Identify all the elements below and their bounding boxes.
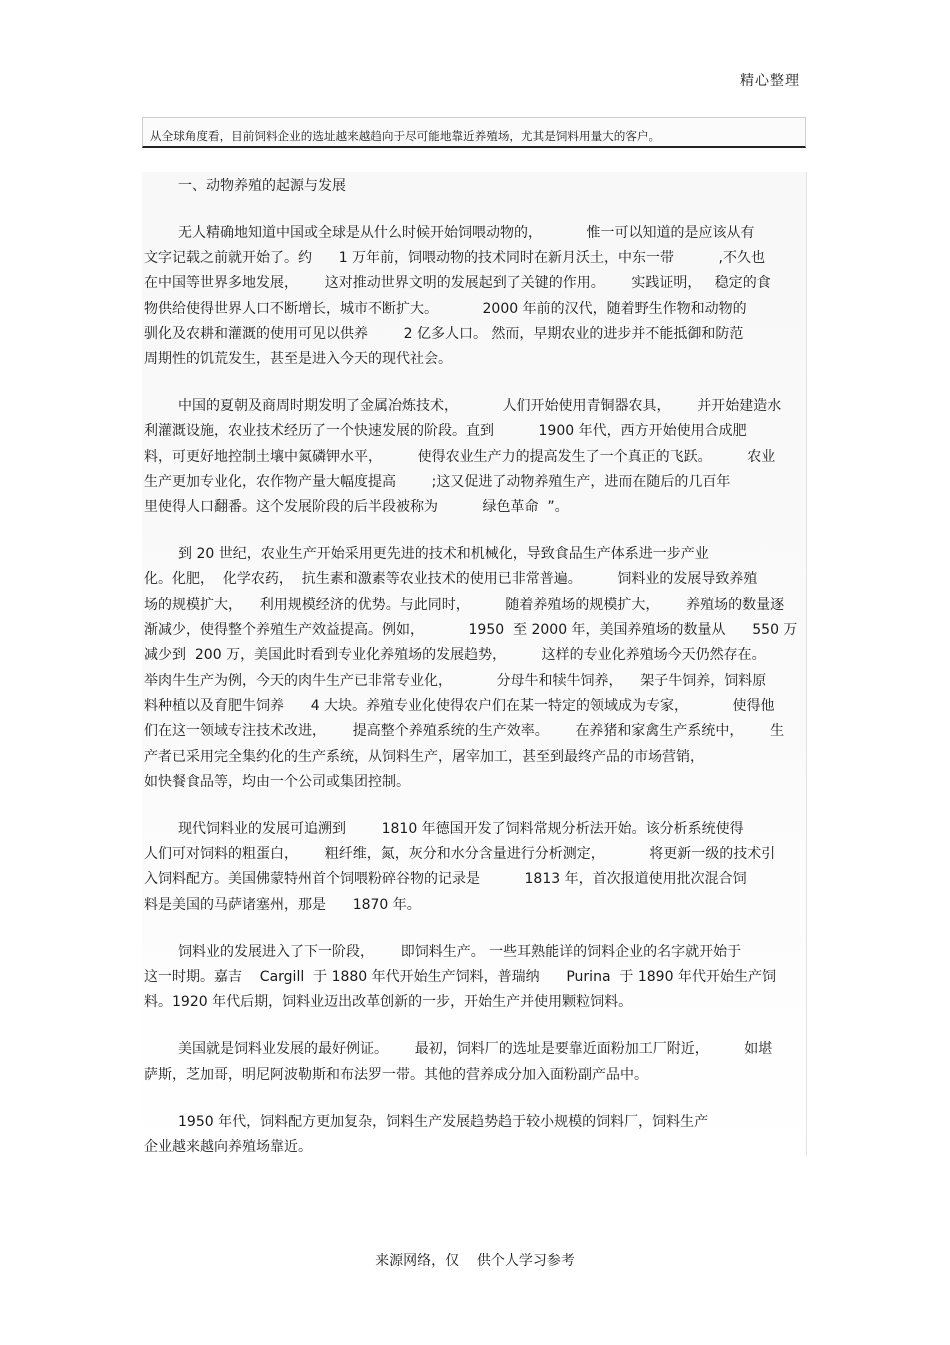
paragraph-line: 这一时期。嘉吉 Cargill 于 1880 年代开始生产饲料，普瑞纳 Purina 于 1890 年代开始生产饲 bbox=[144, 969, 776, 985]
paragraph-line: 渐减少，使得整个养殖生产效益提高。例如， 1950 至 2000 年，美国养殖场的数量从 550 万 bbox=[144, 622, 798, 638]
paragraph-line: 驯化及农耕和灌溉的使用可见以供养 2 亿多人口。 然而，早期农业的进步并不能抵御和防范 bbox=[144, 326, 744, 342]
paragraph-line: 举肉牛生产为例，今天的肉牛生产已非常专业化， 分母牛和犊牛饲养， 架子牛饲养，饲料原 bbox=[144, 673, 767, 689]
paragraph-line: 到 20 世纪，农业生产开始采用更先进的技术和机械化，导致食品生产体系进一步产业 bbox=[178, 546, 709, 562]
paragraph-line: 在中国等世界多地发展， 这对推动世界文明的发展起到了关键的作用。 实践证明， 稳定的食 bbox=[144, 275, 771, 291]
paragraph-line: 场的规模扩大， 利用规模经济的优势。与此同时， 随着养殖场的规模扩大， 养殖场的数量逐 bbox=[144, 597, 785, 613]
paragraph-line: 现代饲料业的发展可追溯到 1810 年德国开发了饲料常规分析法开始。该分析系统使得 bbox=[178, 821, 744, 837]
paragraph-line: 美国就是饲料业发展的最好例证。 最初，饲料厂的选址是要靠近面粉加工厂附近， 如堪 bbox=[178, 1041, 773, 1057]
paragraph-line: 物供给使得世界人口不断增长，城市不断扩大。 2000 年前的汉代，随着野生作物和动物的 bbox=[144, 301, 747, 317]
paragraph-line: 料。1920 年代后期，饲料业迈出改革创新的一步，开始生产并使用颗粒饲料。 bbox=[144, 994, 633, 1010]
paragraph-line: 如快餐食品等，均由一个公司或集团控制。 bbox=[144, 774, 410, 790]
paragraph-line: 无人精确地知道中国或全球是从什么时候开始饲喂动物的， 惟一可以知道的是应该从有 bbox=[178, 225, 755, 241]
paragraph-line: 企业越来越向养殖场靠近。 bbox=[144, 1139, 312, 1155]
paragraph-line: 文字记载之前就开始了。约 1 万年前，饲喂动物的技术同时在新月沃土，中东一带 ,不久也 bbox=[144, 250, 766, 266]
article-panel bbox=[142, 172, 807, 1156]
paragraph-line: 1950 年代，饲料配方更加复杂，饲料生产发展趋势趋于较小规模的饲料厂，饲料生产 bbox=[178, 1114, 709, 1130]
paragraph-line: 料种植以及育肥牛饲养 4 大块。养殖专业化使得农户们在某一特定的领域成为专家， 使得他 bbox=[144, 698, 775, 714]
paragraph-line: 人们可对饲料的粗蛋白， 粗纤维，氮，灰分和水分含量进行分析测定， 将更新一级的技术引 bbox=[144, 846, 776, 862]
paragraph-line: 料，可更好地控制土壤中氮磷钾水平， 使得农业生产力的提高发生了一个真正的飞跃。 农业 bbox=[144, 449, 776, 465]
paragraph-line: 入饲料配方。美国佛蒙特州首个饲喂粉碎谷物的记录是 1813 年，首次报道使用批次混合饲 bbox=[144, 871, 747, 887]
paragraph-line: 利灌溉设施，农业技术经历了一个快速发展的阶段。直到 1900 年代，西方开始使用合成肥 bbox=[144, 423, 747, 439]
paragraph-line: 产者已采用完全集约化的生产系统，从饲料生产，屠宰加工，甚至到最终产品的市场营销， bbox=[144, 749, 704, 765]
summary-box bbox=[142, 117, 806, 148]
paragraph-line: 萨斯，芝加哥，明尼阿波勒斯和布法罗一带。其他的营养成分加入面粉副产品中。 bbox=[144, 1067, 648, 1083]
paragraph-line: 化。化肥， 化学农药， 抗生素和激素等农业技术的使用已非常普遍。 饲料业的发展导致养殖 bbox=[144, 571, 758, 587]
footer-note: 来源网络，仅 供个人学习参考 bbox=[375, 1253, 575, 1269]
paragraph-line: 饲料业的发展进入了下一阶段， 即饲料生产。 一些耳熟能详的饲料企业的名字就开始于 bbox=[178, 944, 742, 960]
paragraph-line: 们在这一领域专注技术改进， 提高整个养殖系统的生产效率。 在养猪和家禽生产系统中， 生 bbox=[144, 723, 785, 739]
paragraph-line: 减少到 200 万，美国此时看到专业化养殖场的发展趋势， 这样的专业化养殖场今天仍然存在。 bbox=[144, 647, 766, 663]
paragraph-line: 生产更加专业化，农作物产量大幅度提高 ;这又促进了动物养殖生产，进而在随后的几百年 bbox=[144, 474, 731, 490]
paragraph-line: 中国的夏朝及商周时期发明了金属冶炼技术， 人们开始使用青铜器农具， 并开始建造水 bbox=[178, 398, 782, 414]
summary-text: 从全球角度看，目前饲料企业的选址越来越趋向于尽可能地靠近养殖场，尤其是饲料用量大的客户。 bbox=[150, 129, 661, 143]
paragraph-line: 料是美国的马萨诸塞州，那是 1870 年。 bbox=[144, 897, 421, 913]
paragraph-line: 里使得人口翻番。这个发展阶段的后半段被称为 绿色革命 ”。 bbox=[144, 499, 569, 515]
paragraph-line: 周期性的饥荒发生，甚至是进入今天的现代社会。 bbox=[144, 351, 452, 367]
section-heading: 一、动物养殖的起源与发展 bbox=[178, 178, 346, 194]
header-label: 精心整理 bbox=[740, 73, 800, 89]
